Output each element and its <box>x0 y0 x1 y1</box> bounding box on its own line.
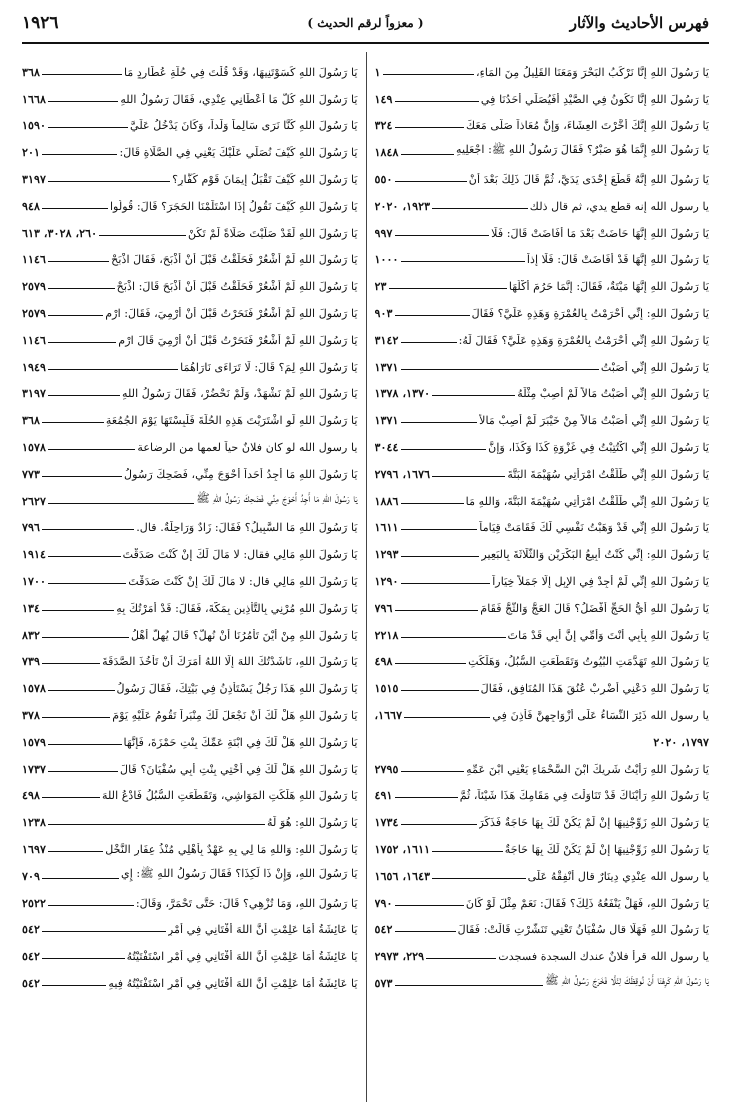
hadith-number: ٣١٤٢ <box>374 332 399 347</box>
index-entry <box>22 240 358 267</box>
leader-line <box>401 690 479 691</box>
entry-text: يا رسول الله قرأ فلانٌ عندك السجدة فسجدت <box>498 950 709 964</box>
entry-text: يَا رَسُولَ اللهِ لَقَدْ صَلَّيْتَ صَلَاةً لَمْ تَكُنْ <box>187 226 358 240</box>
index-entry <box>375 963 710 990</box>
entry-text: يَا رَسُولَ اللهِ لَمْ أَشْعُرْ فَحَلَقْتُ قَبْلَ أَنْ أَذْبَحَ، فَقَالَ اذْبَحْ <box>111 253 358 267</box>
entry-text: يَا رَسُولَ اللهِ أَيُّ الحَجِّ أَفْضَلُ؟ قَالَ العَجُّ وَالثَّجُّ فَقَامَ <box>480 601 709 615</box>
hadith-number: ١٦٦٧، <box>374 707 403 722</box>
hadith-number: ١٨٨٦ <box>374 493 399 508</box>
entry-text: يَا رَسُولَ اللهِ: إِنِّي أَحْرَمْتُ بِالعُمْرَةِ وَهَذِهِ عَلَيَّ؟ فَقَالَ <box>471 306 709 320</box>
entry-text: يَا رَسُولَ اللهِ هَذَا رَجُلٌ يَسْتَأْذِنُ فِي بَيْتِكَ، فَقَالَ رَسُولُ <box>116 682 358 696</box>
index-entry <box>375 293 710 320</box>
hadith-number: ٧٧٣ <box>22 466 41 481</box>
leader-line <box>389 288 507 289</box>
index-entry <box>375 374 710 401</box>
index-entry <box>375 856 710 883</box>
leader-line <box>395 905 464 906</box>
index-entry <box>22 481 358 508</box>
entry-text: يَا رَسُولَ اللهِ إِنَّهَا مَيْتَةٌ، فَقَالَ: إِنَّمَا حَرُمَ أَكْلُهَا <box>508 280 709 294</box>
leader-line <box>48 449 135 450</box>
index-entry <box>375 668 710 695</box>
hadith-number: ٣١٩٧ <box>22 386 47 401</box>
hadith-number: ١٥٩٠ <box>22 118 47 133</box>
leader-line <box>401 637 506 638</box>
hadith-number: ١٨٤٨ <box>374 145 399 160</box>
index-entry <box>22 159 358 186</box>
index-entry <box>22 293 358 320</box>
leader-line <box>48 288 115 289</box>
entry-text: يَا رَسُولَ اللهِ كَسَوْتَنِيهَا، وَقَدْ قُلْتَ فِي حُلَّةِ عُطَارِدٍ مَا <box>123 65 358 79</box>
index-entry <box>375 802 710 829</box>
entry-text: يَا رَسُولَ اللهِ إِنِّي قَدْ وَهَبْتُ نَفْسِي لَكَ فَقَامَتْ قِيَاماً <box>479 521 709 535</box>
entry-text: يَا رَسُولَ اللهِ لَمْ أَشْعُرْ فَنَحَرْتُ قَبْلَ أَنْ أَرْمِيَ، فَقَالَ: ارْمِ <box>105 306 358 320</box>
leader-line <box>383 74 474 75</box>
entry-text: يا رسول الله عِنْدِي دِينَارٌ قال أَنْفِقْهُ عَلَى <box>527 869 709 883</box>
hadith-number: ١٦٩٧ <box>22 841 47 856</box>
index-entry <box>375 400 710 427</box>
entry-text: يَا رَسُولَ اللهِ إِنِّي أَصَبْتُ مَالاً مِنْ خَيْبَرَ لَمْ أُصِبْ مَالاً <box>479 414 709 428</box>
hadith-number: ٤٩٨ <box>374 654 393 669</box>
index-entry <box>22 534 358 561</box>
hadith-number: ٥٤٢ <box>22 949 41 964</box>
hadith-number: ٨٣٢ <box>22 627 41 642</box>
leader-line <box>42 476 122 477</box>
entry-text: يا رسول الله ذَئِرَ النِّسَاءُ عَلَى أَزْوَاجِهِنَّ فَأَذِنَ فِي <box>492 708 709 722</box>
index-entry <box>375 508 710 535</box>
leader-line <box>42 985 106 986</box>
entry-text: يَا رَسُولَ اللهِ لَمْ أَشْعُرْ فَحَلَقْتُ قَبْلَ أَنْ أَذْبَحَ قَالَ: اذْبَحْ <box>116 280 358 294</box>
hadith-number: ١٩٤٩ <box>22 359 47 374</box>
leader-line <box>401 824 477 825</box>
hadith-number: ٥٤٢ <box>22 975 41 990</box>
entry-text: يَا رَسُولَ اللهِ إِنِّي أَحْرَمْتُ بِالعُمْرَةِ وَهَذِهِ عَلَيَّ؟ فَقَالَ لَهُ: <box>458 333 709 347</box>
leader-line <box>48 556 121 557</box>
index-entry <box>375 910 710 937</box>
hadith-number: ١١٤٦ <box>22 252 47 267</box>
leader-line <box>426 958 496 959</box>
leader-line <box>432 851 503 852</box>
hadith-number: ٣٢٤ <box>374 118 393 133</box>
index-entry <box>375 722 710 749</box>
hadith-number: ٢٥٧٩ <box>22 305 47 320</box>
leader-line <box>42 717 110 718</box>
hadith-number: ١٢٩٠ <box>374 573 399 588</box>
leader-line <box>48 905 134 906</box>
hadith-number: ١٥١٥ <box>374 681 399 696</box>
leader-line <box>404 717 490 718</box>
leader-line <box>48 583 126 584</box>
entry-text: يَا رَسُولَ اللهِ رَأَيْنَاكَ قَدْ تَنَاوَلْتَ فِي مَقَامِكَ هَذَا شَيْئاً، ثُمَّ <box>459 789 709 803</box>
leader-line <box>42 958 125 959</box>
entry-text: يَا عَائِشَةُ أَمَا عَلِمْتِ أَنَّ اللهَ أَفْتَانِي فِي أَمْرٍ اسْتَفْتَيْتُهُ <box>126 950 358 964</box>
entry-text: يَا رَسُولَ اللهِ كُلُّ مَا أَعْطَانِي عِنْدِي، فَقَالَ رَسُولُ اللهِ <box>120 92 358 106</box>
hadith-number: ٣٦٨ <box>22 64 41 79</box>
hadith-number: ٢٦٠، ٣٠٢٨، ٦١٣ <box>22 225 98 240</box>
entry-text: يَا رَسُولَ اللهِ، وَإِنْ ذَا لَكِذَا؟ فَقَالَ رَسُولُ اللهِ ﷺ: إِي <box>120 866 358 880</box>
entry-text: يَا رَسُولَ اللهِ كَيْفَ تَقْبَلُ إِيمَانَ قَوْمٍ كُفَّارٍ؟ <box>172 172 358 186</box>
index-entry <box>375 454 710 481</box>
index-entry <box>375 347 710 374</box>
hadith-number: ١٣٤ <box>22 600 41 615</box>
hadith-number: ٣٠٤٤ <box>374 439 399 454</box>
entry-text: يَا رَسُولَ اللهِ دَعْنِي أَضْرِبْ عُنُقَ هَذَا المُنَافِقِ، فَقَالَ <box>480 682 709 696</box>
hadith-number: ١٣٧١ <box>374 413 399 428</box>
index-entry <box>22 936 358 963</box>
entry-text: يَا رَسُولَ اللهِ إِنَّا نَرْكَبُ البَحْرَ وَمَعَنَا القَلِيلُ مِنَ المَاءِ، <box>475 65 709 79</box>
leader-line <box>432 208 528 209</box>
hadith-number: ٧٩٦ <box>22 520 41 535</box>
hadith-number: ٥٤٢ <box>22 922 41 937</box>
leader-line <box>42 74 122 75</box>
index-entry <box>375 266 710 293</box>
leader-line <box>432 878 525 879</box>
index-entry <box>22 106 358 133</box>
index-entry <box>375 213 710 240</box>
hadith-number: ١٠٠٠ <box>374 252 399 267</box>
entry-text: يَا رَسُولَ اللهِ كَرِهْنَا أَنْ نُوقِظَكَ لِئَلَّا فَخَرَجَ رَسُولُ اللهِ ﷺ <box>545 973 709 987</box>
hadith-number: ١٦٧٦، ٢٧٩٦ <box>374 466 431 481</box>
entry-text: يَا رَسُولَ اللهِ لَمْ أَشْعُرْ فَنَحَرْتُ قَبْلَ أَنْ أَرْمِيَ قَالَ ارْمِ <box>118 333 358 347</box>
entry-text: يَا رَسُولَ اللهِ، نَاشَدْتُكَ اللهَ إِلَّا اللهُ أَمَرَكَ أَنْ تَأْخُذَ الصَّدَقَةَ <box>102 655 358 669</box>
entry-text: يَا رَسُولَ اللهِ إِنِّي أَصَبْتُ <box>600 360 709 374</box>
entry-text: يَا رَسُولَ اللهِ رَأَيْتُ شَرِيكَ ابْنَ السَّحْمَاءِ يَعْنِي ابْنَ عَمِّهِ <box>466 762 709 776</box>
hadith-number: ١٢٩٣ <box>374 547 399 562</box>
entry-text: يَا رَسُولَ اللهِ إِنَّكَ أَخَّرْتَ العِشَاءَ، وَإِنَّ مُعَاذاً صَلَّى مَعَكَ <box>466 119 709 133</box>
index-entry <box>22 856 358 883</box>
entry-text: يَا رَسُولَ اللهِ لِمَ؟ قَالَ: لَا تَرَاءَى نَارَاهُمَا <box>180 360 358 374</box>
hadith-number: ٩٤٨ <box>22 198 41 213</box>
leader-line <box>42 931 166 932</box>
leader-line <box>48 261 109 262</box>
hadith-number: ٩٩٧ <box>374 225 393 240</box>
entry-text: يَا رَسُولَ اللهِ لَوِ اشْتَرَيْتَ هَذِهِ الحُلَّةَ فَلَبِسْتَهَا يَوْمَ الجُمُعَةِ <box>105 414 358 428</box>
hadith-number: ١٥٧٨ <box>22 681 47 696</box>
leader-line <box>395 101 479 102</box>
index-entry <box>375 749 710 776</box>
index-entry <box>22 132 358 159</box>
leader-line <box>48 771 118 772</box>
index-entry <box>375 79 710 106</box>
entry-text: يَا رَسُولَ اللهِ إِنِّي لَمْ أَجِدْ فِي الإِبِلِ إِلَّا جَمَلاً خِيَاراً <box>492 574 709 588</box>
hadith-number: ٧٣٩ <box>22 654 41 669</box>
index-entry <box>22 615 358 642</box>
entry-text: يَا رَسُولَ اللهِ، وَمَا تُزْهِي؟ قَالَ: حَتَّى تَحْمَرَّ، وَقَالَ: <box>135 896 358 910</box>
index-entry <box>22 347 358 374</box>
hadith-number: ١٦١١، ١٧٥٢ <box>374 841 431 856</box>
index-entry <box>22 963 358 990</box>
index-entry <box>375 588 710 615</box>
index-entry <box>22 802 358 829</box>
hadith-number: ٧٩٦ <box>374 600 393 615</box>
leader-line <box>48 824 265 825</box>
leader-line <box>48 395 120 396</box>
hadith-number: ٤٩٨ <box>22 788 41 803</box>
leader-line <box>401 369 599 370</box>
leader-line <box>395 797 458 798</box>
leader-line <box>42 610 114 611</box>
leader-line <box>395 315 470 316</box>
hadith-number: ١٧٠٠ <box>22 573 47 588</box>
index-entry <box>22 883 358 910</box>
hadith-number: ٢٧٩٥ <box>374 761 399 776</box>
running-title: فهرس الأحاديث والآثار <box>569 14 709 32</box>
index-entry <box>22 695 358 722</box>
hadith-number: ١٤٩ <box>374 91 393 106</box>
leader-line <box>48 127 128 128</box>
entry-text: يَا رَسُولَ اللهِ: هُوَ لَهُ <box>266 816 358 830</box>
leader-line <box>48 851 103 852</box>
left-column <box>22 52 366 1102</box>
index-entry <box>22 427 358 454</box>
hadith-number: ٢٦٢٧ <box>22 493 47 508</box>
hadith-number: ١٧٣٤ <box>374 815 399 830</box>
hadith-number: ٢٣ <box>374 279 387 294</box>
index-entry <box>375 320 710 347</box>
leader-line <box>48 503 194 504</box>
leader-line <box>401 261 525 262</box>
index-entry <box>22 320 358 347</box>
index-entry <box>22 213 358 240</box>
hadith-number: ٧٩٠ <box>374 895 393 910</box>
index-entry <box>22 400 358 427</box>
leader-line <box>395 931 456 932</box>
entry-text: يَا رَسُولَ اللهِ إِنِّي أَصَبْتُ مَالاً لَمْ أُصِبْ مِثْلَهُ <box>517 387 709 401</box>
leader-line <box>401 556 480 557</box>
running-subtitle: ( معزواً لرقم الحديث ) <box>307 16 424 30</box>
leader-line <box>42 637 129 638</box>
entry-text: يا رسول الله إنه قطع يدي، ثم قال ذلك <box>529 199 709 213</box>
entry-text: يَا رَسُولَ اللهِ لَمْ نَشْهَدْ، وَلَمْ نَحْضُرْ، فَقَالَ رَسُولُ اللهِ <box>121 387 358 401</box>
entry-text: يَا رَسُولَ اللهِ زَوِّجْنِيهَا إِنْ لَمْ يَكُنْ لَكَ بِهَا حَاجَةٌ فَذَكَرَ <box>478 816 709 830</box>
hadith-number: ١٧٣٧ <box>22 761 47 776</box>
hadith-number: ١٦٦٨ <box>22 91 47 106</box>
index-entry <box>375 240 710 267</box>
leader-line <box>395 985 544 986</box>
hadith-number: ١٦١١ <box>374 520 399 535</box>
hadith-number: ٢٥٢٢ <box>22 895 47 910</box>
hadith-number: ٧٠٩ <box>22 868 41 883</box>
entry-text: يَا رَسُولَ اللهِ إِنِّي اكْتُتِبْتُ فِي غَزْوَةِ كَذَا وَكَذَا، وَإِنَّ <box>488 440 709 454</box>
leader-line <box>401 342 457 343</box>
hadith-number: ٢٥٧٩ <box>22 279 47 294</box>
hadith-number: ١١٤٦ <box>22 332 47 347</box>
leader-line <box>395 610 479 611</box>
entry-text: يَا رَسُولَ اللهِ بِأَبِي أَنْتَ وَأُمِّي إِنَّ أَبِي قَدْ مَاتَ <box>507 628 709 642</box>
hadith-number: ٤٩١ <box>374 788 393 803</box>
entry-text: يَا رَسُولَ اللهِ مَا أَجِدُ أَحْوَجَ مِنِّي فَضَحِكَ رَسُولُ اللهِ ﷺ <box>196 491 358 505</box>
entry-text: يَا رَسُولَ اللهِ مَا السَّبِيلُ؟ فَقَالَ: زَادٌ وَرَاحِلَةٌ. قال. <box>136 521 358 535</box>
index-columns <box>22 52 709 1102</box>
index-entry <box>375 642 710 669</box>
leader-line <box>48 315 103 316</box>
leader-line <box>42 663 100 664</box>
entry-text: يَا رَسُولَ اللهِ، فَهَلْ يَنْفَعُهُ ذَلِكَ؟ فَقَالَ: نَعَمْ مِثْلَ لَوْ كَانَ <box>465 896 709 910</box>
hadith-number: ١٥٧٨ <box>22 439 47 454</box>
leader-line <box>401 503 464 504</box>
hadith-number: ١٢٣٨ <box>22 815 47 830</box>
leader-line <box>48 744 121 745</box>
index-entry <box>375 186 710 213</box>
index-entry <box>22 561 358 588</box>
leader-line <box>395 663 467 664</box>
index-entry <box>375 52 710 79</box>
hadith-number: ١٩١٤ <box>22 547 47 562</box>
index-entry <box>375 615 710 642</box>
leader-line <box>48 342 116 343</box>
index-entry <box>22 749 358 776</box>
hadith-number: ١٥٧٩ <box>22 734 47 749</box>
entry-text: يَا رَسُولَ اللهِ هَلْ لَكَ فِي ابْنَةِ عَمِّكَ بِنْتِ حَمْزَةَ، فَإِنَّهَا <box>123 735 358 749</box>
index-entry <box>375 481 710 508</box>
index-entry <box>375 561 710 588</box>
leader-line <box>401 154 454 155</box>
index-entry <box>22 668 358 695</box>
leader-line <box>401 529 478 530</box>
index-entry <box>22 266 358 293</box>
hadith-number: ٢٢١٨ <box>374 627 399 642</box>
hadith-number: ٣٦٨ <box>22 413 41 428</box>
entry-text: يَا رَسُولَ اللهِ إِنَّا نَكُونُ فِي الصَّيْدِ أَفَيُصَلِّي أَحَدُنَا فِي <box>480 92 709 106</box>
hadith-number: ٣١٩٧ <box>22 171 47 186</box>
entry-text: يا رسول الله لو كان فلانٌ حياً لعمها من الرضاعة <box>137 440 358 454</box>
entry-text: يَا رَسُولَ اللهِ هَلْ لَكَ فِي أُخْتِي بِنْتِ أَبِي سُفْيَانَ؟ قَالَ <box>120 762 358 776</box>
index-entry <box>375 936 710 963</box>
index-entry <box>375 106 710 133</box>
entry-text: يَا رَسُولَ اللهِ زَوِّجْنِيهَا إِنْ لَمْ يَكُنْ لَكَ بِهَا حَاجَةٌ <box>504 842 709 856</box>
entry-text: يَا رَسُولَ اللهِ: إِنِّي كُنْتُ أَبِيعُ البَكْرَيْنِ وَالثَّلَاثَةَ بِالبَعِيرِ <box>481 548 709 562</box>
entry-text: يَا رَسُولَ اللهِ هَلَكَتِ المَوَاشِي، وَتَقَطَّعَتِ السُّبُلُ فَادْعُ اللهَ <box>101 789 358 803</box>
entry-text: يَا عَائِشَةُ أَمَا عَلِمْتِ أَنَّ اللهَ أَفْتَانِي فِي أَمْرٍ اسْتَفْتَيْتُهُ فِيهِ <box>108 976 358 990</box>
entry-text: يَا رَسُولَ اللهِ مُرْنِي بِالتَّأْذِينِ بِمَكَّةَ، فَقَالَ: قَدْ أَمَرْتُكَ بِهِ <box>116 601 358 615</box>
index-entry <box>22 642 358 669</box>
index-entry <box>375 534 710 561</box>
page-number: ١٩٢٦ <box>22 13 59 33</box>
index-entry <box>22 588 358 615</box>
index-entry <box>22 722 358 749</box>
leader-line <box>401 771 465 772</box>
index-entry <box>375 776 710 803</box>
hadith-number: ٥٤٢ <box>374 922 393 937</box>
index-entry <box>22 829 358 856</box>
entry-text: يَا رَسُولَ اللهِ كَيْفَ نُصَلِّي عَلَيْكَ يَعْنِي فِي الصَّلَاةِ قَالَ: <box>119 146 358 160</box>
index-entry <box>375 159 710 186</box>
hadith-number: ٥٧٣ <box>374 975 393 990</box>
hadith-number: ١٧٩٧، ٢٠٢٠ <box>653 734 709 749</box>
entry-text: يَا رَسُولَ اللهِ إِنَّمَا هُوَ صَبْرٌ؟ فَقَالَ رَسُولُ اللهِ ﷺ: اجْعَلِيهِ <box>456 143 709 157</box>
hadith-number: ٢٠١ <box>22 145 41 160</box>
entry-text: يَا رَسُولَ اللهِ: وَاللهِ مَا لِي بِهِ عَهْدٌ بِأَهْلِي مُنْذُ عِفَارِ النَّخْلِ <box>105 842 358 856</box>
index-entry <box>22 186 358 213</box>
hadith-number: ١٩٢٣، ٢٠٢٠ <box>374 198 431 213</box>
entry-text: يَا رَسُولَ اللهِ مَالِي قال: لا مَالَ لَكَ إِنْ كُنْتَ صَدَقْتَ <box>128 574 358 588</box>
leader-line <box>42 878 119 879</box>
leader-line <box>395 127 465 128</box>
leader-line <box>48 369 178 370</box>
hadith-number: ٣٧٨ <box>22 707 41 722</box>
leader-line <box>401 422 478 423</box>
leader-line <box>401 449 487 450</box>
hadith-number: ١٦٤٣، ١٦٥٦ <box>374 868 431 883</box>
hadith-number: ٥٥٠ <box>374 171 393 186</box>
entry-text: يَا رَسُولَ اللهِ إِنِّي طَلَّقْتُ امْرَأَتِي سُهَيْمَةَ البَتَّةَ <box>507 467 709 481</box>
leader-line <box>42 797 100 798</box>
page-header <box>22 12 709 44</box>
entry-text: يَا رَسُولَ اللهِ فَهَلَّا قال سُفْيَانُ تَعْنِي تَنَشَّرْتِ قَالَتْ: فَقَالَ <box>457 923 709 937</box>
index-entry <box>22 910 358 937</box>
leader-line <box>48 101 118 102</box>
leader-line <box>42 208 108 209</box>
index-entry <box>375 883 710 910</box>
index-entry <box>22 776 358 803</box>
index-entry <box>22 374 358 401</box>
index-entry <box>22 52 358 79</box>
leader-line <box>401 583 491 584</box>
entry-text: يَا رَسُولَ اللهِ تَهَدَّمَتِ البُيُوتُ وَتَقَطَّعَتِ السُّبُلُ، وَهَلَكَتِ <box>468 655 709 669</box>
hadith-number: ١٣٧٠، ١٣٧٨ <box>374 386 431 401</box>
index-entry <box>375 132 710 159</box>
index-entry <box>375 829 710 856</box>
leader-line <box>48 181 170 182</box>
leader-line <box>395 235 490 236</box>
index-entry <box>22 79 358 106</box>
entry-text: يَا رَسُولَ اللهِ كُنَّا نَرَى سَالِماً وَلَداً، وَكَانَ يَدْخُلُ عَلَيَّ <box>130 119 358 133</box>
hadith-number: ٢٢٩، ٢٩٧٣ <box>374 949 425 964</box>
entry-text: يَا رَسُولَ اللهِ إِنِّي طَلَّقْتُ امْرَأَتِي سُهَيْمَةَ البَتَّةَ، وَاللهِ مَا <box>465 494 709 508</box>
entry-text: يَا رَسُولَ اللهِ مَالِي فقال: لا مَالَ لَكَ إِنْ كُنْتَ صَدَقْتَ <box>122 548 358 562</box>
index-entry <box>22 508 358 535</box>
index-entry <box>375 427 710 454</box>
index-entry <box>375 695 710 722</box>
leader-line <box>48 690 114 691</box>
leader-line <box>42 422 104 423</box>
leader-line <box>432 395 515 396</box>
entry-text: يَا رَسُولَ اللهِ مَا أَجِدُ أَحَداً أَحْوَجَ مِنِّي، فَضَحِكَ رَسُولُ <box>124 467 358 481</box>
leader-line <box>42 154 117 155</box>
entry-text: يَا رَسُولَ اللهِ إِنَّهُ قَطَعَ إِحْدَى يَدَيَّ، ثُمَّ قَالَ ذَلِكَ بَعْدَ أَنْ <box>468 172 709 186</box>
leader-line <box>395 181 467 182</box>
entry-text: يَا عَائِشَةُ أَمَا عَلِمْتِ أَنَّ اللهَ أَفْتَانِي فِي أَمْرٍ <box>167 923 358 937</box>
entry-text: يَا رَسُولَ اللهِ كَيْفَ نَقُولُ إِذَا اسْتَلَمْنَا الحَجَرَ؟ قَالَ: قُولُوا <box>109 199 358 213</box>
entry-text: يَا رَسُولَ اللهِ إِنَّهَا قَدْ أَفَاضَتْ قَالَ: فَلَا إِذاً <box>526 253 709 267</box>
index-entry <box>22 454 358 481</box>
hadith-number: ٩٠٣ <box>374 305 393 320</box>
hadith-number: ١٣٧١ <box>374 359 399 374</box>
entry-text: يَا رَسُولَ اللهِ إِنَّهَا حَاضَتْ بَعْدَ مَا أَفَاضَتْ قَالَ: فَلَا <box>491 226 709 240</box>
entry-text: يَا رَسُولَ اللهِ هَلْ لَكَ أَنْ نَجْعَلَ لَكَ مِنْبَراً تَقُومُ عَلَيْهِ يَوْمَ <box>112 708 358 722</box>
leader-line <box>42 529 134 530</box>
leader-line <box>432 476 505 477</box>
hadith-number: ١ <box>374 64 381 79</box>
right-column <box>366 52 710 1102</box>
leader-line <box>99 235 186 236</box>
entry-text: يَا رَسُولَ اللهِ مِنْ أَيْنَ تَأْمُرُنَا أَنْ نُهِلَّ؟ قَالَ يُهِلُّ أَهْلُ <box>130 628 358 642</box>
